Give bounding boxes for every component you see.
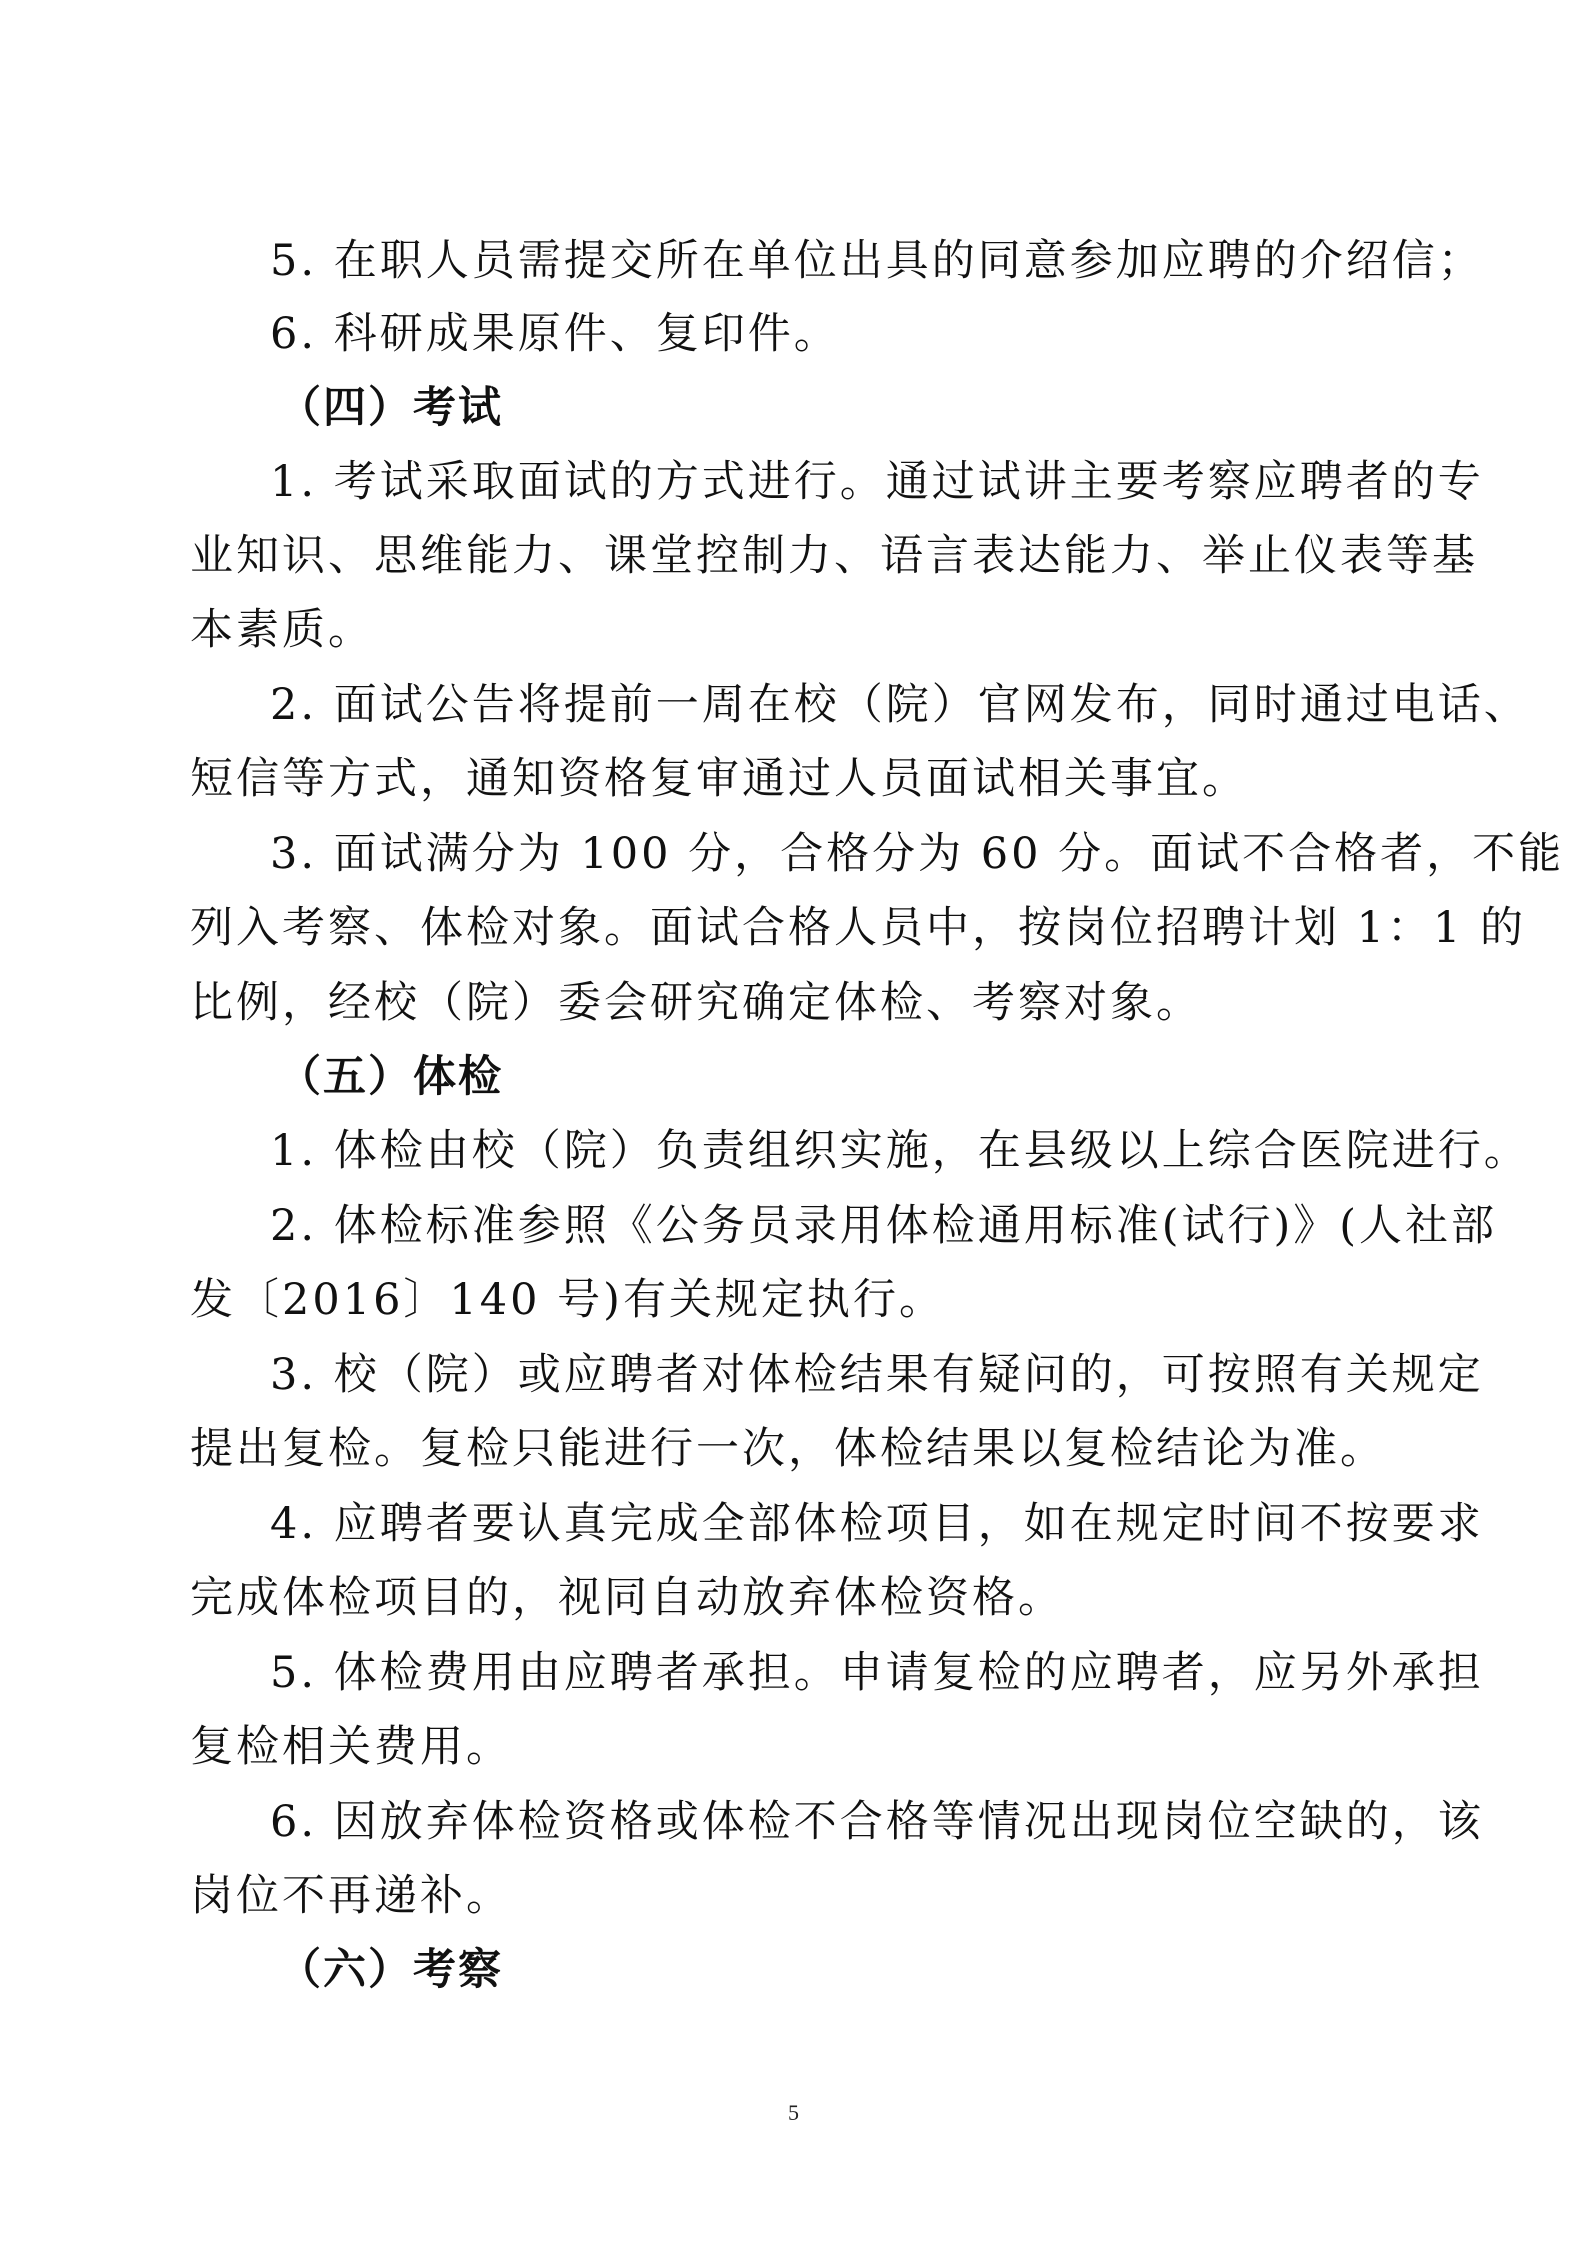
paragraph-line: 1. 体检由校（院）负责组织实施，在县级以上综合医院进行。	[270, 1126, 1530, 1176]
paragraph-line: 5. 体检费用由应聘者承担。申请复检的应聘者，应另外承担	[270, 1648, 1484, 1698]
paragraph-line: 2. 面试公告将提前一周在校（院）官网发布，同时通过电话、	[270, 680, 1530, 730]
paragraph-line: 6. 科研成果原件、复印件。	[270, 309, 840, 359]
paragraph-line: 复检相关费用。	[190, 1722, 512, 1772]
paragraph-line: 本素质。	[190, 605, 374, 655]
paragraph-line: 6. 因放弃体检资格或体检不合格等情况出现岗位空缺的，该	[270, 1797, 1484, 1847]
paragraph-line: 短信等方式，通知资格复审通过人员面试相关事宜。	[190, 754, 1248, 804]
paragraph-line: 完成体检项目的，视同自动放弃体检资格。	[190, 1573, 1064, 1623]
section-heading-inspection: （六）考察	[278, 1945, 503, 1995]
section-heading-exam: （四）考试	[278, 383, 503, 433]
paragraph-line: 业知识、思维能力、课堂控制力、语言表达能力、举止仪表等基	[190, 531, 1478, 581]
section-heading-physical-exam: （五）体检	[278, 1052, 503, 1102]
paragraph-line: 发〔2016〕140 号)有关规定执行。	[190, 1275, 945, 1325]
paragraph-line: 2. 体检标准参照《公务员录用体检通用标准(试行)》(人社部	[270, 1201, 1498, 1251]
paragraph-line: 比例，经校（院）委会研究确定体检、考察对象。	[190, 978, 1202, 1028]
page-number: 5	[788, 2100, 799, 2125]
paragraph-line: 3. 面试满分为 100 分，合格分为 60 分。面试不合格者，不能	[270, 829, 1565, 879]
paragraph-line: 1. 考试采取面试的方式进行。通过试讲主要考察应聘者的专	[270, 457, 1484, 507]
paragraph-line: 岗位不再递补。	[190, 1871, 512, 1921]
paragraph-line: 提出复检。复检只能进行一次，体检结果以复检结论为准。	[190, 1424, 1386, 1474]
paragraph-line: 列入考察、体检对象。面试合格人员中，按岗位招聘计划 1：1 的	[190, 903, 1527, 953]
paragraph-line: 3. 校（院）或应聘者对体检结果有疑问的，可按照有关规定	[270, 1350, 1484, 1400]
paragraph-line: 5. 在职人员需提交所在单位出具的同意参加应聘的介绍信；	[270, 236, 1484, 286]
paragraph-line: 4. 应聘者要认真完成全部体检项目，如在规定时间不按要求	[270, 1499, 1484, 1549]
